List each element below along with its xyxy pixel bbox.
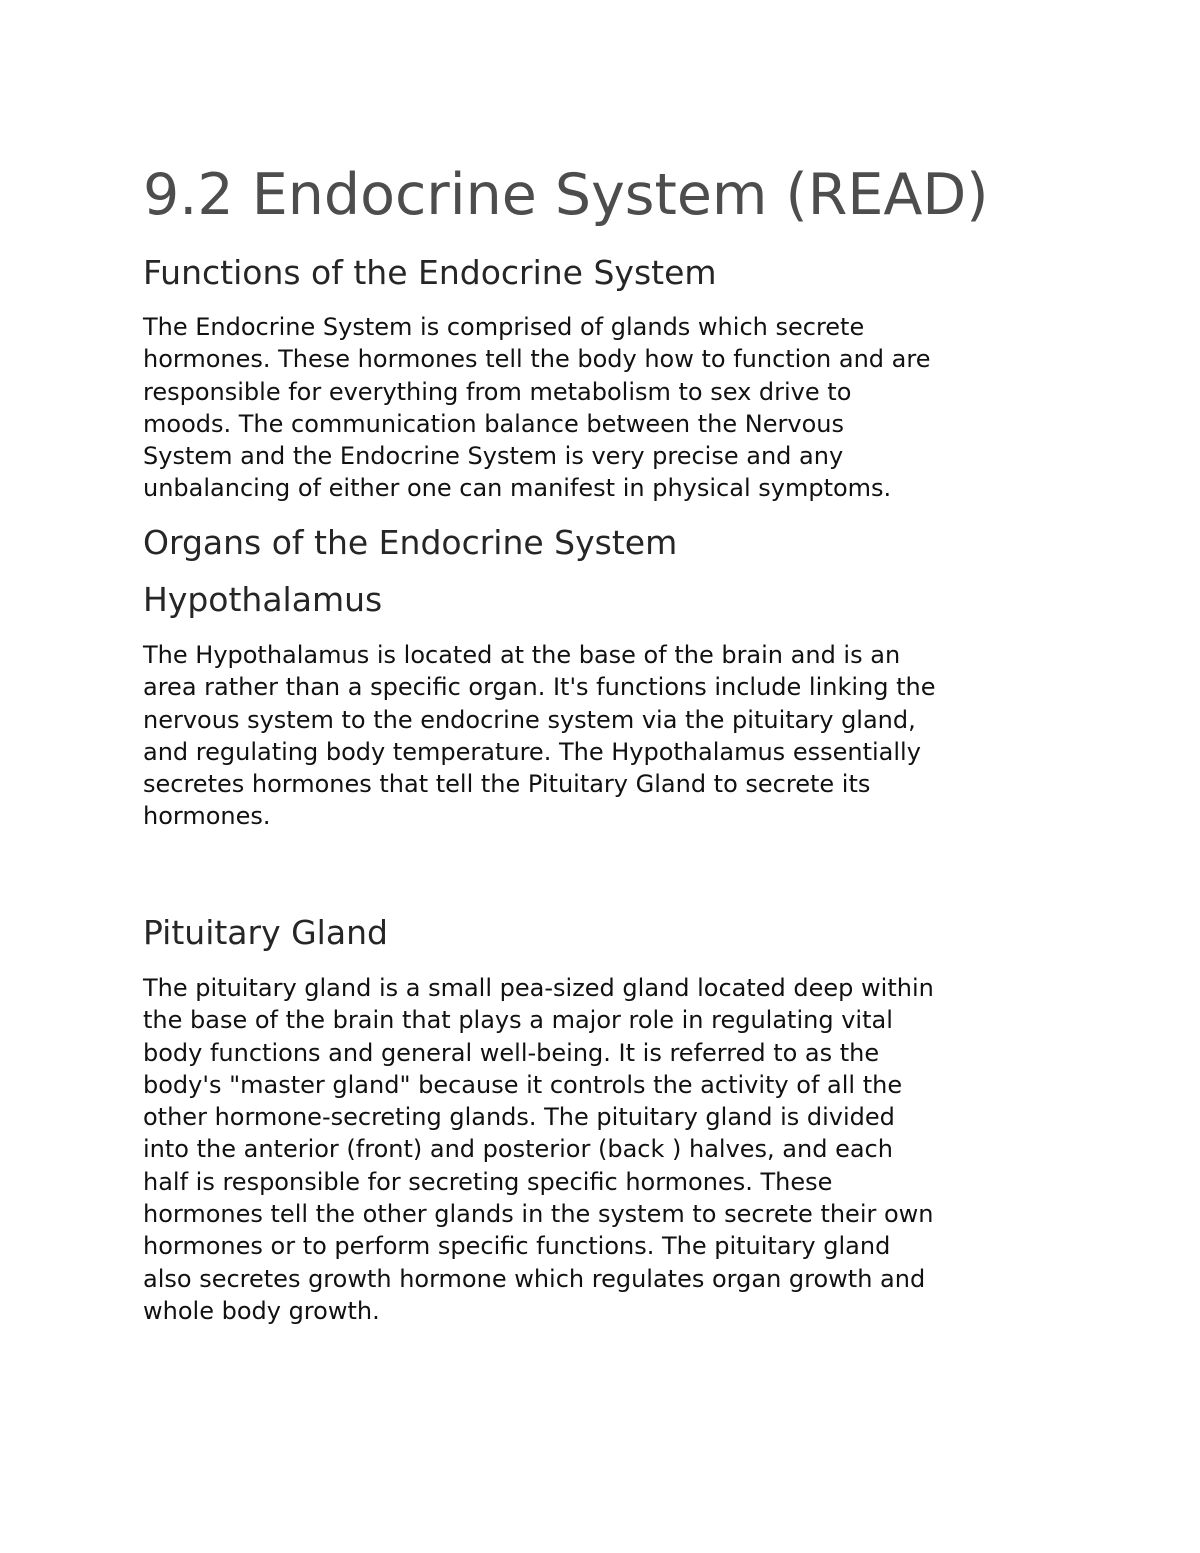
paragraph-line: The Hypothalamus is located at the base of the brain and is an	[143, 641, 901, 669]
paragraph-line: body's "master gland" because it controls the activity of all the	[143, 1070, 903, 1099]
paragraph-hypothalamus	[143, 639, 1073, 833]
heading-pituitary-gland: Pituitary Gland	[143, 913, 388, 952]
heading-functions: Functions of the Endocrine System	[143, 253, 717, 292]
document-title: 9.2 Endocrine System (READ)	[143, 162, 989, 228]
paragraph-line: moods. The communication balance between the Nervous	[143, 409, 844, 438]
paragraph-line: The Endocrine System is comprised of glands which secrete	[143, 313, 865, 341]
paragraph-line: hormones or to perform specific functions. The pituitary gland	[143, 1232, 891, 1261]
paragraph-line: whole body growth.	[143, 1296, 380, 1325]
paragraph-line: the base of the brain that plays a major role in regulating vital	[143, 1006, 893, 1035]
paragraph-line: hormones tell the other glands in the system to secrete their own	[143, 1200, 934, 1229]
paragraph-functions	[143, 311, 1073, 505]
paragraph-line: secretes hormones that tell the Pituitary Gland to secrete its	[143, 770, 871, 799]
paragraph-line: body functions and general well-being. It is referred to as the	[143, 1038, 880, 1067]
paragraph-line: area rather than a specific organ. It's functions include linking the	[143, 673, 936, 702]
paragraph-line: The pituitary gland is a small pea-sized gland located deep within	[143, 974, 934, 1002]
paragraph-line: nervous system to the endocrine system via the pituitary gland,	[143, 705, 916, 734]
paragraph-line: System and the Endocrine System is very precise and any	[143, 442, 844, 471]
paragraph-line: also secretes growth hormone which regulates organ growth and	[143, 1264, 926, 1293]
heading-organs: Organs of the Endocrine System	[143, 523, 678, 562]
paragraph-line: hormones. These hormones tell the body how to function and are	[143, 345, 931, 374]
paragraph-line: responsible for everything from metabolism to sex drive to	[143, 377, 852, 406]
heading-hypothalamus: Hypothalamus	[143, 580, 383, 619]
paragraph-line: half is responsible for secreting specific hormones. These	[143, 1167, 833, 1196]
paragraph-line: other hormone-secreting glands. The pituitary gland is divided	[143, 1103, 895, 1132]
paragraph-line: and regulating body temperature. The Hypothalamus essentially	[143, 737, 921, 766]
paragraph-line: unbalancing of either one can manifest in physical symptoms.	[143, 474, 892, 503]
paragraph-line: into the anterior (front) and posterior (back ) halves, and each	[143, 1135, 893, 1164]
paragraph-line: hormones.	[143, 802, 271, 831]
paragraph-pituitary-gland	[143, 972, 1073, 1327]
